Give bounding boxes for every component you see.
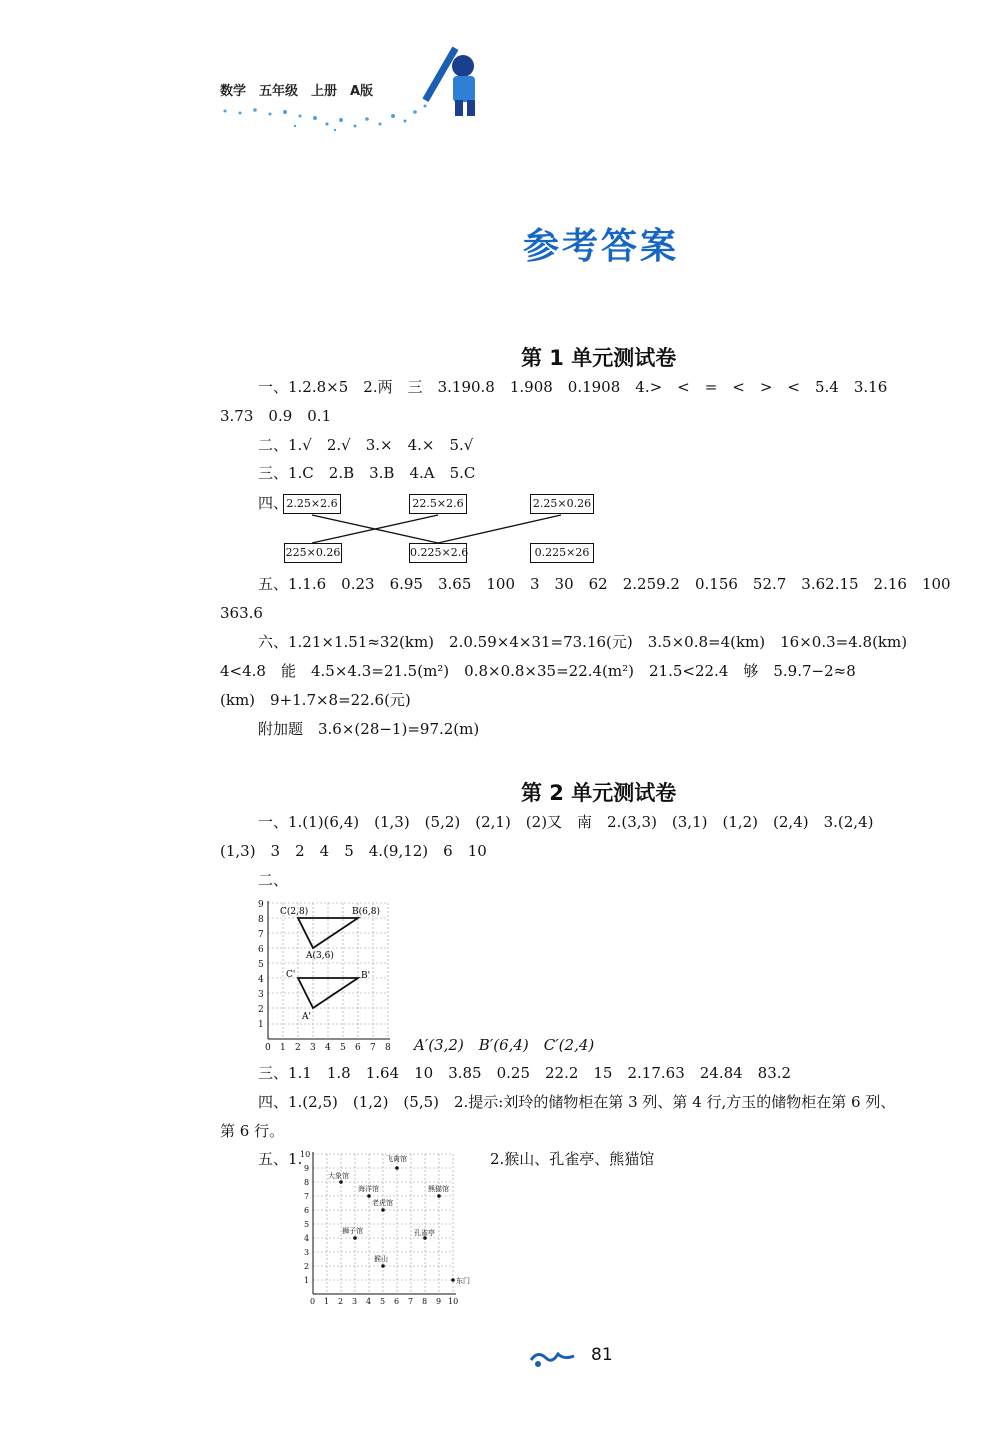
- svg-text:6: 6: [304, 1206, 310, 1215]
- svg-text:8: 8: [258, 915, 264, 925]
- match-box-top-2: 22.5×2.6: [409, 494, 467, 514]
- svg-text:6: 6: [258, 945, 264, 955]
- svg-text:2: 2: [258, 1005, 264, 1015]
- svg-text:4: 4: [258, 975, 264, 985]
- place-aviary: 飞禽馆: [386, 1155, 407, 1163]
- point-label-c: C(2,8): [280, 907, 309, 917]
- unit2-line-3: 二、: [258, 871, 289, 889]
- unit1-line-4: 三、1.C 2.B 3.B 4.A 5.C: [258, 464, 476, 482]
- svg-text:1: 1: [304, 1276, 310, 1285]
- svg-text:2: 2: [295, 1043, 301, 1053]
- place-lion: 狮子馆: [342, 1227, 363, 1235]
- svg-text:4: 4: [366, 1297, 372, 1306]
- page-title: 参考答案: [523, 226, 680, 267]
- footer-decoration-icon: [528, 1346, 578, 1370]
- svg-text:1: 1: [258, 1020, 264, 1030]
- svg-text:10: 10: [300, 1150, 311, 1159]
- unit2-line-2: (1,3) 3 2 4 5 4.(9,12) 6 10: [220, 842, 487, 860]
- svg-text:5: 5: [304, 1220, 310, 1229]
- svg-text:9: 9: [436, 1297, 442, 1306]
- unit1-line-5: 四、: [258, 494, 289, 512]
- unit2-line-8: 2.猴山、孔雀亭、熊猫馆: [490, 1150, 655, 1168]
- coordinate-graph-triangles: [250, 893, 410, 1058]
- svg-text:1: 1: [280, 1043, 286, 1053]
- unit2-line-6: 第 6 行。: [220, 1122, 285, 1140]
- unit1-heading: 第 1 单元测试卷: [521, 346, 677, 370]
- zoo-map-grid: [298, 1146, 478, 1311]
- svg-text:0: 0: [265, 1043, 271, 1053]
- unit1-line-8: 六、1.21×1.51≈32(km) 2.0.59×4×31=73.16(元) 3.5×0.8=4(km) 16×0.3=4.8(km): [258, 633, 908, 651]
- unit1-extra-question: 附加题 3.6×(28−1)=97.2(m): [258, 720, 480, 738]
- svg-text:8: 8: [422, 1297, 428, 1306]
- svg-text:3: 3: [258, 990, 264, 1000]
- place-panda: 熊猫馆: [428, 1185, 449, 1193]
- graph1-answer: A′(3,2) B′(6,4) C′(2,4): [414, 1036, 595, 1054]
- unit1-line-7: 363.6: [220, 604, 263, 622]
- unit2-heading: 第 2 单元测试卷: [521, 781, 677, 805]
- unit1-line-1: 一、1.2.8×5 2.两 三 3.190.8 1.908 0.1908 4.> < = < > < 5.4 3.16: [258, 378, 888, 396]
- unit1-line-9: 4<4.8 能 4.5×4.3=21.5(m²) 0.8×0.8×35=22.4(m²) 21.5<22.4 够 5.9.7−2≈8: [220, 662, 856, 680]
- match-box-top-3: 2.25×0.26: [530, 494, 594, 514]
- unit1-line-2: 3.73 0.9 0.1: [220, 407, 332, 425]
- unit1-line-6: 五、1.1.6 0.23 6.95 3.65 100 3 30 62 2.259.2 0.156 52.7 3.62.15 2.16 100: [258, 575, 951, 593]
- svg-text:4: 4: [304, 1234, 310, 1243]
- place-elephant: 大象馆: [328, 1172, 349, 1180]
- header-book-info: 数学 五年级 上册 A版: [220, 84, 374, 99]
- point-label-a: A(3,6): [306, 951, 334, 961]
- page-number: 81: [591, 1345, 613, 1365]
- svg-text:9: 9: [304, 1164, 310, 1173]
- svg-text:10: 10: [448, 1297, 459, 1306]
- svg-text:8: 8: [304, 1178, 310, 1187]
- unit2-line-1: 一、1.(1)(6,4) (1,3) (5,2) (2,1) (2)又 南 2.(3,3) (3,1) (1,2) (2,4) 3.(2,4): [258, 813, 874, 831]
- match-box-bottom-2: 0.225×2.6: [409, 543, 467, 563]
- match-box-top-1: 2.25×2.6: [283, 494, 341, 514]
- point-label-b: B(6,8): [352, 907, 380, 917]
- svg-text:6: 6: [355, 1043, 361, 1053]
- svg-text:7: 7: [370, 1043, 376, 1053]
- svg-text:2: 2: [338, 1297, 344, 1306]
- svg-text:6: 6: [394, 1297, 400, 1306]
- svg-text:5: 5: [380, 1297, 386, 1306]
- match-lines: [0, 0, 1000, 600]
- svg-text:1: 1: [324, 1297, 330, 1306]
- match-box-bottom-3: 0.225×26: [530, 543, 594, 563]
- match-box-bottom-1: 225×0.26: [284, 543, 342, 563]
- place-monkey: 猴山: [374, 1255, 388, 1263]
- svg-text:3: 3: [310, 1043, 316, 1053]
- svg-text:5: 5: [340, 1043, 346, 1053]
- svg-text:7: 7: [304, 1192, 310, 1201]
- unit1-line-10: (km) 9+1.7×8=22.6(元): [220, 691, 411, 709]
- point-label-c-prime: C': [286, 970, 296, 980]
- place-tiger: 老虎馆: [372, 1199, 393, 1207]
- svg-text:2: 2: [304, 1262, 310, 1271]
- svg-text:9: 9: [258, 900, 264, 910]
- place-peacock: 孔雀亭: [414, 1229, 435, 1237]
- svg-text:7: 7: [408, 1297, 414, 1306]
- svg-text:0: 0: [310, 1297, 316, 1306]
- svg-text:3: 3: [352, 1297, 358, 1306]
- unit2-line-7: 五、1.: [258, 1150, 303, 1168]
- svg-text:5: 5: [258, 960, 264, 970]
- point-label-a-prime: A': [302, 1012, 311, 1022]
- unit1-line-3: 二、1.√ 2.√ 3.× 4.× 5.√: [258, 436, 474, 454]
- svg-text:3: 3: [304, 1248, 310, 1257]
- place-ocean: 海洋馆: [358, 1185, 379, 1193]
- point-label-b-prime: B': [361, 971, 371, 981]
- unit2-line-4: 三、1.1 1.8 1.64 10 3.85 0.25 22.2 15 2.17.63 24.84 83.2: [258, 1064, 792, 1082]
- svg-text:7: 7: [258, 930, 264, 940]
- place-east-gate: 东门: [456, 1277, 470, 1285]
- svg-text:8: 8: [385, 1043, 391, 1053]
- unit2-line-5: 四、1.(2,5) (1,2) (5,5) 2.提示:刘玲的储物柜在第 3 列、第 4 行,方玉的储物柜在第 6 列、: [258, 1093, 896, 1111]
- svg-text:4: 4: [325, 1043, 331, 1053]
